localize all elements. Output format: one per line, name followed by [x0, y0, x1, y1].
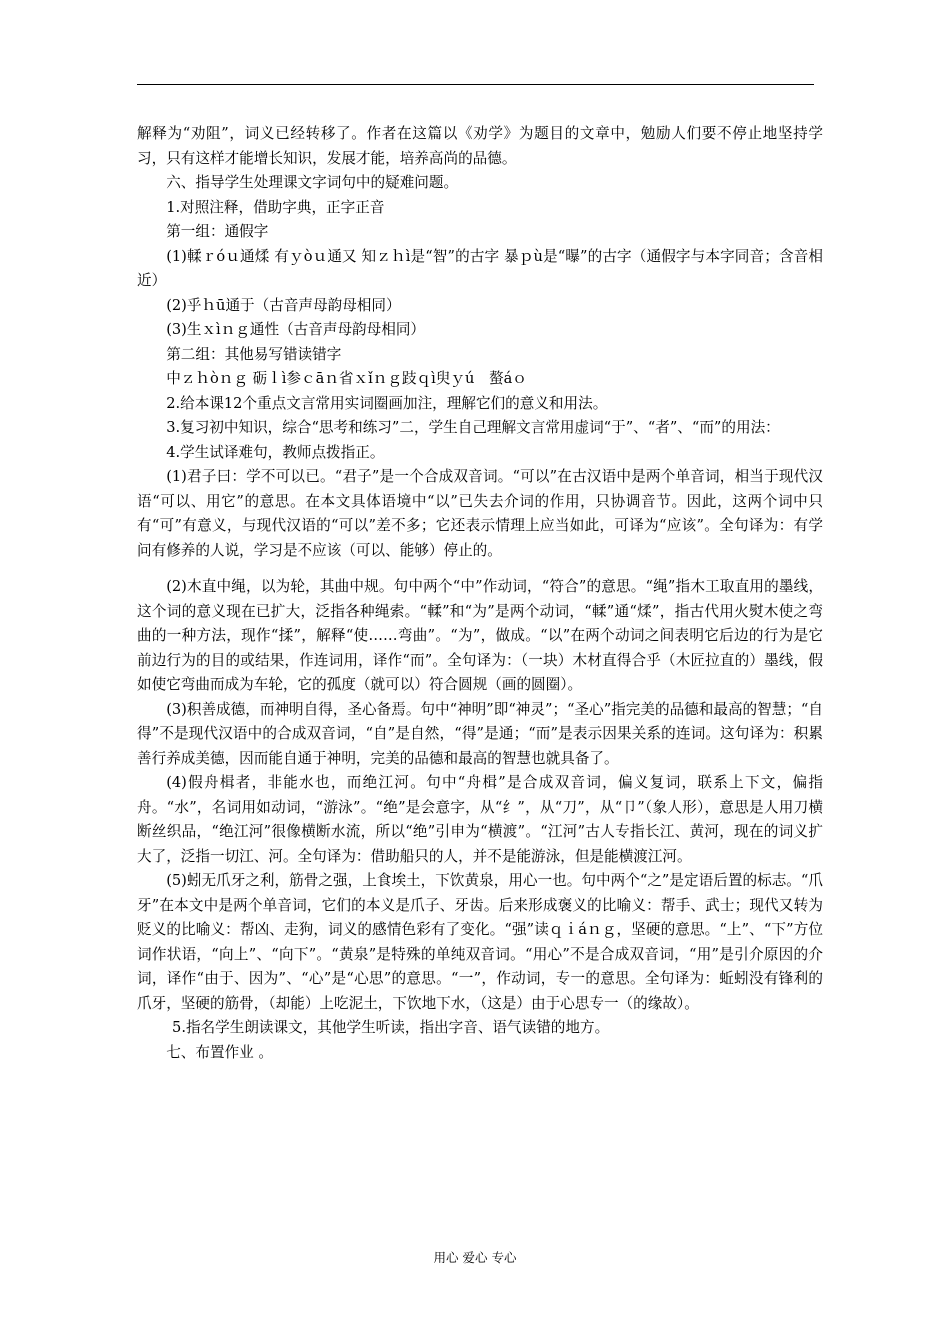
step-1: 1.对照注释，借助字典，正字正音: [166, 198, 385, 216]
group-2-heading: 第二组：其他易写错读错字: [166, 345, 342, 363]
step-4: 4.学生试译难句，教师点拨指正。: [166, 443, 385, 461]
tongjia-item-2: (2)乎ｈū通于（古音声母韵母相同）: [166, 296, 401, 314]
step-2: 2.给本课12个重点文言常用实词圈画加注，理解它们的意义和用法。: [166, 394, 608, 412]
page-footer: 用心 爱心 专心: [433, 1250, 517, 1265]
step-3: 3.复习初中知识，综合“思考和练习”二，学生自己理解文言常用虚词“于”、“者”、“而”的用法：: [166, 419, 780, 436]
translation-1: (1)君子曰：学不可以已。“君子”是一个合成双音词。“可以”在古汉语中是两个单音词，相当于现代汉语“可以、用它”的意思。在本文具体语境中“以”已失去介词的作用，只协调音节。因此，这两个词中只有“可”有意义，与现代汉语的“可以”差不多；它还表示情理上应当如此，可译为“应该”。全句译为：有学问有修养的人说，学习是不应该（可以、能够）停止的。: [137, 468, 823, 559]
translation-5: (5)蚓无爪牙之利，筋骨之强，上食埃土，下饮黄泉，用心一也。句中两个“之”是定语后置的标志。“爪牙”在本文中是两个单音词，它们的本义是爪子、牙齿。后来形成褒义的比喻义：帮手、武士；现代又转为贬义的比喻义：帮凶、走狗，词义的感情色彩有了变化。“强”读ｑｉáｎｇ，坚硬的意思。“上”、“下”方位词作状语，“向上”、“向下”。“黄泉”是特殊的单纯双音词。“用心”不是合成双音词，“用”是引介原因的介词，译作“由于、因为”、“心”是“心思”的意思。“一”，作动词，专一的意思。全句译为：蚯蚓没有锋利的爪牙，坚硬的筋骨，（却能）上吃泥土，下饮地下水，（这是）由于心思专一（的缘故）。: [137, 872, 823, 1012]
group-1-heading: 第一组：通假字: [166, 223, 269, 240]
pronunciation-list: 中ｚｈòｎｇ 砺ｌì参ｃāｎ省ｘǐｎｇ跂ｑì臾ｙú 螯áｏ: [166, 370, 527, 387]
header-rule: [137, 84, 814, 85]
translation-3: (3)积善成德，而神明自得，圣心备焉。句中“神明”即“神灵”；“圣心”指完美的品德和最高的智慧；“自得”不是现代汉语中的合成双音词，“自”是自然，“得”是通；“而”是表示因果关系的连词。这句译为：积累善行养成美德，因而能自通于神明，完美的品德和最高的智慧也就具备了。: [137, 700, 823, 767]
step-5: 5.指名学生朗读课文，其他学生听读，指出字音、语气读错的地方。: [172, 1019, 610, 1036]
document-body: [137, 122, 823, 1065]
tongjia-item-1: (1)輮ｒóｕ通煣 有ｙòｕ通又 知ｚｈì是“智”的古字 暴ｐù是“曝”的古字（通假字与本字同音；含音相近）: [137, 247, 823, 289]
translation-2: (2)木直中绳，以为轮，其曲中规。句中两个“中”作动词，“符合”的意思。“绳”指木工取直用的墨线，这个词的意义现在已扩大，泛指各种绳索。“輮”和“为”是两个动词，“輮”通“煣”，指古代用火熨木使之弯曲的一种方法，现作“揉”，解释“使……弯曲”。“为”，做成。“以”在两个动词之间表明它后边的行为是它前边行为的目的或结果，作连词用，译作“而”。全句译为：（一块）木材直得合乎（木匠拉直的）墨线，假如使它弯曲而成为车轮，它的孤度（就可以）符合圆规（画的圆圈）。: [137, 578, 823, 693]
section-heading-6: 六、指导学生处理课文字词句中的疑难问题。: [166, 174, 459, 191]
paragraph-continuation: 解释为“劝阻”，词义已经转移了。作者在这篇以《劝学》为题目的文章中，勉励人们要不停止地坚持学习，只有这样才能增长知识，发展才能，培养高尚的品德。: [137, 125, 823, 167]
tongjia-item-3: (3)生ｘìｎｇ通性（古音声母韵母相同）: [166, 321, 426, 338]
translation-4: (4)假舟楫者，非能水也，而绝江河。句中“舟楫”是合成双音词，偏义复词，联系上下文，偏指舟。“水”，名词用如动词，“游泳”。“绝”是会意字，从“纟”，从“刀”，从“卩”（象人形），意思是人用刀横断丝织品，“绝江河”很像横断水流，所以“绝”引申为“横渡”。“江河”古人专指长江、黄河，现在的词义扩大了，泛指一切江、河。全句译为：借助船只的人，并不是能游泳，但是能横渡江河。: [137, 774, 823, 865]
section-heading-7: 七、布置作业 。: [166, 1043, 273, 1061]
